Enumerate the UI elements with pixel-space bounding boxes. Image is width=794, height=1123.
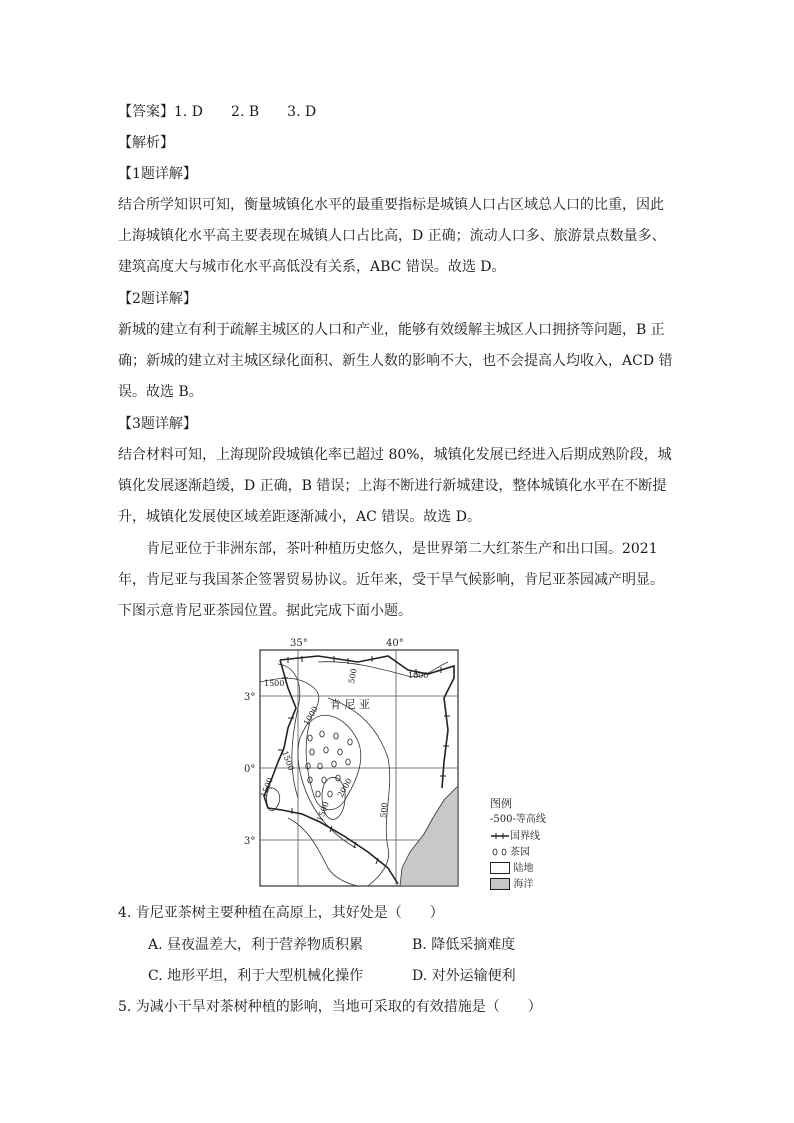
contour-label: 1500 [280, 749, 296, 772]
q4-stem: 4. 肯尼亚茶树主要种植在高原上，其好处是（ ） [118, 905, 444, 921]
q1-heading: 【1题详解】 [118, 166, 197, 182]
answer-label: 【答案】 [118, 104, 174, 120]
q4-option-d: D. 对外运输便利 [412, 968, 516, 984]
tea-symbol-icon [490, 847, 510, 857]
legend-border-label: 国界线 [510, 831, 540, 842]
legend-land [490, 860, 534, 877]
contour-label: 1000 [301, 704, 320, 727]
answer-line [118, 102, 316, 122]
intro-line: 下图示意肯尼亚茶园位置。据此完成下面小题。 [118, 603, 412, 619]
q1-text-line: 上海城镇化水平高主要表现在城镇人口占比高，D 正确；流动人口多、旅游景点数量多、 [118, 228, 666, 244]
contour-label: 1500 [315, 800, 331, 823]
contour-label: 500 [379, 802, 390, 819]
lat-label-3s: 3° [244, 836, 256, 847]
q3-heading: 【3题详解】 [118, 416, 197, 432]
intro-line: 肯尼亚位于非洲东部，茶叶种植历史悠久，是世界第二大红茶生产和出口国。2021 [146, 541, 658, 557]
q2-text-line: 误。故选 B。 [118, 384, 203, 400]
q4-option-b: B. 降低采摘难度 [412, 937, 516, 953]
q4-option-a: A. 昼夜温差大，利于营养物质积累 [148, 937, 364, 953]
legend-sea-label: 海洋 [513, 879, 534, 890]
lon-label-35: 35° [290, 638, 308, 649]
answer-2: 2. B [231, 104, 260, 120]
legend-border [490, 828, 540, 845]
q5-stem: 5. 为减小干旱对茶树种植的影响，当地可采取的有效措施是（ ） [118, 999, 542, 1015]
legend-contour: -500-等高线 [490, 814, 546, 825]
q3-text-line: 镇化发展逐渐趋缓，D 正确，B 错误；上海不断进行新城建设，整体城镇化水平在不断提 [118, 478, 667, 494]
contour-label: 1500 [259, 776, 275, 799]
contour-label: 1500 [264, 679, 285, 688]
analysis-heading: 【解析】 [118, 135, 174, 151]
lat-label-0: 0° [244, 764, 256, 775]
q4-option-c: C. 地形平坦，利于大型机械化操作 [148, 968, 364, 984]
legend-title: 图例 [490, 797, 512, 810]
contour-label: 500 [347, 667, 359, 685]
q2-text-line: 新城的建立有利于疏解主城区的人口和产业，能够有效缓解主城区人口拥挤等问题，B 正 [118, 322, 665, 338]
answer-3: 3. D [287, 104, 317, 120]
contour-label: 2000 [335, 776, 354, 799]
q2-text-line: 确；新城的建立对主城区绿化面积、新生人数的影响不大，也不会提高人均收入，ACD 错 [118, 353, 673, 369]
intro-line: 年，肯尼亚与我国茶企签署贸易协议。近年来，受干旱气候影响，肯尼亚茶园减产明显。 [118, 572, 664, 588]
answer-1: 1. D [174, 104, 204, 120]
q1-text-line: 结合所学知识可知，衡量城镇化水平的最重要指标是城镇人口占区域总人口的比重，因此 [118, 197, 664, 213]
q3-text-line: 升，城镇化发展使区域差距逐渐减小，AC 错误。故选 D。 [118, 509, 481, 525]
legend-tea-label: 茶园 [510, 847, 530, 858]
q3-text-line: 结合材料可知，上海现阶段城镇化率已超过 80%，城镇化发展已经进入后期成熟阶段，城 [118, 447, 672, 463]
contour-label: 1000 [408, 671, 429, 680]
q2-heading: 【2题详解】 [118, 291, 197, 307]
land-swatch [490, 862, 510, 874]
legend-tea [490, 844, 530, 861]
legend-sea [490, 876, 534, 893]
sea-swatch [490, 878, 510, 890]
lat-label-3n: 3° [244, 692, 256, 703]
legend-land-label: 陆地 [513, 863, 534, 874]
q1-text-line: 建筑高度大与城市化水平高低没有关系，ABC 错误。故选 D。 [118, 259, 506, 275]
lon-label-40: 40° [386, 638, 404, 649]
border-symbol-icon [490, 831, 510, 841]
country-label: 肯 尼 亚 [330, 698, 370, 711]
